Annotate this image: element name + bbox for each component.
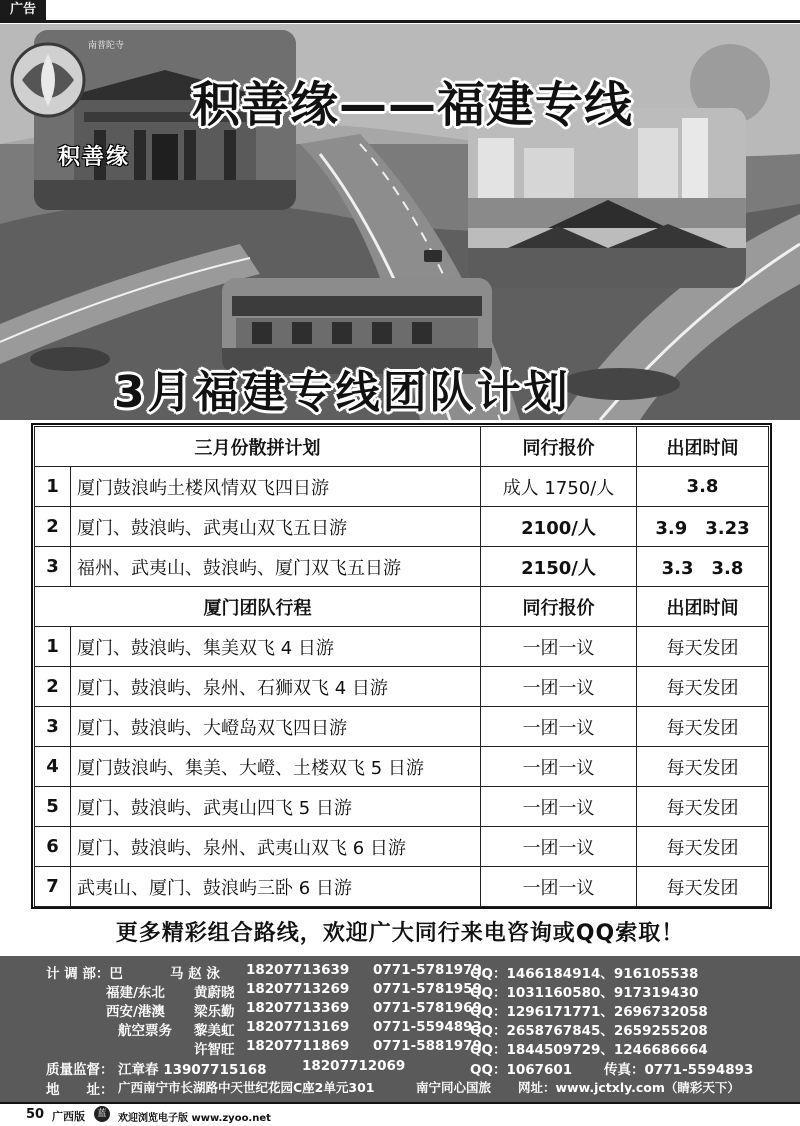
contact-tel: 0771-5881979	[373, 1038, 482, 1054]
table-row	[35, 747, 769, 787]
group-header-date: 出团时间	[637, 587, 769, 627]
group-header-row	[35, 587, 769, 627]
departure-date: 每天发团	[637, 667, 769, 707]
page-number: 50	[26, 1107, 45, 1122]
quality-label: 质量监督：	[46, 1062, 114, 1078]
departure-date: 3.9 3.23	[637, 507, 769, 547]
edition-label: 广西版	[52, 1110, 85, 1123]
departure-date: 每天发团	[637, 747, 769, 787]
table-row	[35, 547, 769, 587]
group-header-price: 同行报价	[481, 587, 637, 627]
quality-phone: 18207712069	[302, 1058, 406, 1074]
contact-name: 许智旺	[194, 1042, 235, 1058]
footer-rule	[0, 1102, 800, 1104]
table-row	[35, 627, 769, 667]
row-number: 2	[35, 667, 71, 707]
brand-name: 积善缘	[57, 144, 130, 170]
address-label: 地 址：	[46, 1082, 114, 1098]
route-price: 成人 1750/人	[481, 467, 637, 507]
contact-qq: QQ：2658767845、2659255208	[470, 1023, 708, 1039]
route-name: 厦门、鼓浪屿、武夷山四飞 5 日游	[71, 787, 481, 827]
contact-mobile: 18207711869	[246, 1038, 350, 1054]
page-footer	[0, 1102, 800, 1126]
route-price: 一团一议	[481, 867, 637, 907]
departure-date: 3.3 3.8	[637, 547, 769, 587]
route-price: 一团一议	[481, 627, 637, 667]
contact-qq: QQ：1844509729、1246686664	[470, 1042, 708, 1058]
route-name: 厦门、鼓浪屿、泉州、石狮双飞 4 日游	[71, 667, 481, 707]
contact-tel: 0771-5781959	[373, 981, 482, 997]
table-row	[35, 787, 769, 827]
contact-label: 计 调 部：巴	[46, 966, 123, 982]
table-row	[35, 867, 769, 907]
table-row	[35, 467, 769, 507]
edition-badge-icon: 蓝	[94, 1106, 110, 1122]
row-number: 2	[35, 507, 71, 547]
company-name: 南宁同心国旅	[416, 1080, 492, 1095]
route-name: 厦门、鼓浪屿、集美双飞 4 日游	[71, 627, 481, 667]
schedule-table	[34, 426, 769, 907]
contact-mobile: 18207713169	[246, 1019, 350, 1035]
departure-date: 每天发团	[637, 707, 769, 747]
quality-fax: 传真：0771-5594893	[604, 1062, 754, 1078]
contact-qq: QQ：1031160580、917319430	[470, 985, 699, 1001]
row-number: 3	[35, 707, 71, 747]
quality-qq: QQ：1067601	[470, 1062, 573, 1078]
subtitle: 3月福建专线团队计划	[114, 367, 571, 418]
row-number: 1	[35, 467, 71, 507]
route-name: 武夷山、厦门、鼓浪屿三卧 6 日游	[71, 867, 481, 907]
departure-date: 3.8	[637, 467, 769, 507]
scatter-header-row	[35, 427, 769, 467]
contact-label: 航空票务	[118, 1023, 172, 1039]
quality-contact: 江章春 13907715168	[118, 1062, 267, 1078]
temple-sign-text: 南普陀寺	[88, 41, 125, 51]
route-price: 一团一议	[481, 747, 637, 787]
departure-date: 每天发团	[637, 787, 769, 827]
scatter-header-date: 出团时间	[637, 427, 769, 467]
table-row	[35, 707, 769, 747]
route-name: 福州、武夷山、鼓浪屿、厦门双飞五日游	[71, 547, 481, 587]
contact-label: 西安/港澳	[106, 1004, 165, 1020]
table-row	[35, 667, 769, 707]
row-number: 4	[35, 747, 71, 787]
contact-tel: 0771-5781969	[373, 1000, 482, 1016]
contact-tel: 0771-5594893	[373, 1019, 482, 1035]
route-price: 一团一议	[481, 827, 637, 867]
row-number: 1	[35, 627, 71, 667]
contact-qq: QQ：1296171771、2696732058	[470, 1004, 708, 1020]
top-rule	[0, 20, 800, 23]
route-name: 厦门、鼓浪屿、大嶝岛双飞四日游	[71, 707, 481, 747]
promo-banner: 更多精彩组合路线，欢迎广大同行来电咨询或QQ索取！	[115, 921, 685, 946]
contact-mobile: 18207713369	[246, 1000, 350, 1016]
route-name: 厦门鼓浪屿土楼风情双飞四日游	[71, 467, 481, 507]
address-text: 广西南宁市长湖路中天世纪花园C座2单元301	[118, 1080, 375, 1095]
scatter-header-price: 同行报价	[481, 427, 637, 467]
route-price: 2100/人	[481, 507, 637, 547]
route-name: 厦门鼓浪屿、集美、大嶝、土楼双飞 5 日游	[71, 747, 481, 787]
scatter-header-route: 三月份散拼计划	[35, 427, 481, 467]
departure-date: 每天发团	[637, 867, 769, 907]
contact-name: 马 赵 泳	[170, 966, 220, 982]
browse-link-text: 欢迎浏览电子版 www.zyoo.net	[118, 1113, 271, 1124]
route-name: 厦门、鼓浪屿、泉州、武夷山双飞 6 日游	[71, 827, 481, 867]
group-header-route: 厦门团队行程	[35, 587, 481, 627]
route-price: 一团一议	[481, 787, 637, 827]
row-number: 7	[35, 867, 71, 907]
row-number: 3	[35, 547, 71, 587]
contact-name: 黎美虹	[194, 1023, 235, 1039]
table-row	[35, 507, 769, 547]
contact-qq: QQ：1466184914、916105538	[470, 966, 699, 982]
contact-name: 黄蔚晓	[194, 985, 235, 1001]
departure-date: 每天发团	[637, 827, 769, 867]
ad-tag: 广告	[0, 0, 46, 20]
main-title: 积善缘——福建专线	[192, 77, 634, 133]
contact-mobile: 18207713639	[246, 962, 350, 978]
route-price: 2150/人	[481, 547, 637, 587]
table-row	[35, 827, 769, 867]
contact-name: 梁乐勤	[194, 1004, 235, 1020]
contact-section	[0, 956, 800, 1102]
departure-date: 每天发团	[637, 627, 769, 667]
contact-tel: 0771-5781979	[373, 962, 482, 978]
route-price: 一团一议	[481, 667, 637, 707]
contact-mobile: 18207713269	[246, 981, 350, 997]
row-number: 5	[35, 787, 71, 827]
route-name: 厦门、鼓浪屿、武夷山双飞五日游	[71, 507, 481, 547]
pavilion-photo	[468, 108, 746, 288]
row-number: 6	[35, 827, 71, 867]
company-website: 网址：www.jctxly.com（睛彩天下）	[518, 1080, 740, 1095]
contact-label: 福建/东北	[106, 985, 165, 1001]
route-price: 一团一议	[481, 707, 637, 747]
